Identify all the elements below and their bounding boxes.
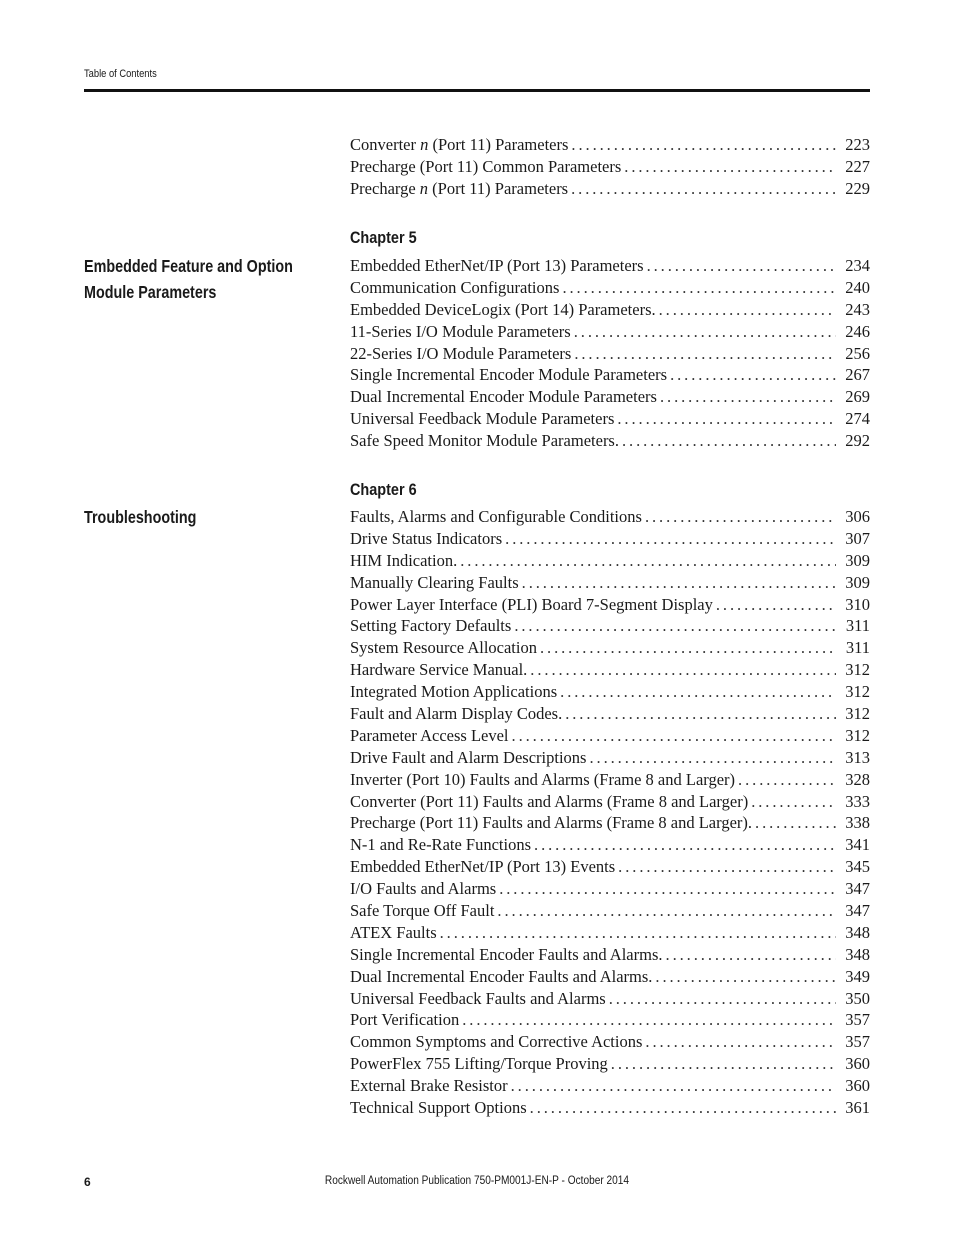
dot-leader (560, 682, 836, 702)
toc-entry[interactable] (350, 682, 870, 704)
dot-leader (655, 967, 836, 987)
dot-leader (659, 300, 836, 320)
toc-entry-title: Universal Feedback Module Parameters (350, 409, 615, 429)
dot-leader (514, 616, 836, 636)
toc-entry-page: 350 (845, 988, 870, 1008)
toc-entry-page: 256 (845, 343, 870, 363)
toc-entry[interactable] (350, 770, 870, 792)
toc-entry-page: 312 (845, 660, 870, 680)
dot-leader (716, 595, 836, 615)
dot-leader (751, 792, 836, 812)
toc-entry-title: Embedded EtherNet/IP (Port 13) Events (350, 857, 616, 877)
chapter-6-section-title: Troubleshooting (84, 507, 197, 527)
chapter-5-label: Chapter 5 (350, 228, 417, 247)
toc-entry-title: Power Layer Interface (PLI) Board 7-Segment Display (350, 594, 713, 614)
footer-page-number: 6 (84, 1175, 91, 1189)
toc-entry-title: Safe Speed Monitor Module Parameters. (350, 431, 619, 451)
toc-entry-page: 309 (845, 572, 870, 592)
toc-entry-title: Single Incremental Encoder Module Parameters (350, 365, 668, 385)
toc-entry-page: 348 (845, 944, 870, 964)
dot-leader (645, 507, 836, 527)
dot-leader (512, 726, 836, 746)
dot-leader (571, 179, 836, 199)
toc-entry-page: 341 (845, 835, 870, 855)
toc-entry-page: 345 (845, 857, 870, 877)
toc-entry[interactable] (350, 278, 870, 300)
toc-entry-page: 246 (845, 321, 870, 341)
dot-leader (589, 748, 836, 768)
dot-leader (511, 1076, 836, 1096)
toc-entry[interactable] (350, 748, 870, 770)
toc-entry[interactable] (350, 945, 870, 967)
toc-entry-page: 357 (845, 1032, 870, 1052)
dot-leader (534, 835, 836, 855)
toc-entry[interactable] (350, 573, 870, 595)
dot-leader (571, 135, 836, 155)
toc-entry-title: Precharge (Port 11) Common Parameters (350, 156, 622, 176)
section-title-line: Embedded Feature and Option (84, 256, 293, 276)
toc-entry[interactable] (350, 256, 870, 278)
toc-entry[interactable] (350, 923, 870, 945)
toc-entry-page: 234 (845, 256, 870, 275)
toc-entry-page: 347 (845, 879, 870, 899)
dot-leader (565, 704, 836, 724)
toc-entry-page: 309 (845, 550, 870, 570)
toc-entry-page: 348 (845, 922, 870, 942)
toc-entry-title: Communication Configurations (350, 277, 560, 297)
dot-leader (611, 1054, 836, 1074)
dot-leader (618, 857, 836, 877)
toc-entry-page: 306 (845, 507, 870, 526)
toc-entry-page: 328 (845, 769, 870, 789)
toc-entry-title: 22-Series I/O Module Parameters (350, 343, 572, 363)
toc-entry[interactable] (350, 431, 870, 453)
dot-leader (622, 431, 836, 451)
toc-entry-title: Precharge (Port 11) Faults and Alarms (Frame 8 and Larger). (350, 813, 753, 833)
toc-entry-page: 338 (845, 813, 870, 833)
toc-entry[interactable] (350, 1098, 870, 1120)
toc-entry-title: Converter n (Port 11) Parameters (350, 135, 569, 154)
chapter-5-toc-list (350, 256, 870, 453)
header-label: Table of Contents (84, 68, 157, 80)
toc-entry-page: 312 (845, 725, 870, 745)
toc-entry-title: Port Verification (350, 1010, 460, 1030)
dot-leader (462, 1010, 836, 1030)
toc-entry[interactable] (350, 529, 870, 551)
dot-leader (505, 529, 836, 549)
dot-leader (624, 157, 836, 177)
toc-entry-title: Inverter (Port 10) Faults and Alarms (Frame 8 and Larger) (350, 769, 736, 789)
toc-continued-list (350, 135, 870, 201)
dot-leader (460, 551, 836, 571)
dot-leader (617, 409, 836, 429)
toc-entry-title: Parameter Access Level (350, 725, 509, 745)
toc-entry[interactable] (350, 300, 870, 322)
toc-entry[interactable] (350, 857, 870, 879)
toc-entry-title: Manually Clearing Faults (350, 572, 519, 592)
toc-entry[interactable] (350, 1032, 870, 1054)
toc-entry[interactable] (350, 157, 870, 179)
toc-entry-title: Safe Torque Off Fault (350, 901, 495, 921)
toc-entry[interactable] (350, 835, 870, 857)
toc-entry-page: 267 (845, 365, 870, 385)
toc-entry[interactable] (350, 660, 870, 682)
toc-entry[interactable] (350, 989, 870, 1011)
toc-entry-title: Setting Factory Defaults (350, 616, 512, 636)
toc-entry-page: 310 (845, 594, 870, 614)
toc-entry[interactable] (350, 551, 870, 573)
toc-entry[interactable] (350, 638, 870, 660)
toc-entry[interactable] (350, 387, 870, 409)
toc-entry-title: Hardware Service Manual. (350, 660, 528, 680)
toc-entry[interactable] (350, 322, 870, 344)
header-rule (84, 89, 870, 92)
dot-leader (499, 879, 836, 899)
toc-entry-page: 311 (845, 638, 870, 658)
toc-entry-page: 292 (845, 431, 870, 451)
toc-entry-page: 313 (845, 747, 870, 767)
dot-leader (666, 945, 836, 965)
toc-entry-title: Precharge n (Port 11) Parameters (350, 178, 569, 198)
toc-entry-title: I/O Faults and Alarms (350, 879, 497, 899)
toc-entry-title: 11-Series I/O Module Parameters (350, 321, 571, 341)
toc-entry-page: 349 (845, 966, 870, 986)
dot-leader (609, 989, 836, 1009)
toc-entry-page: 312 (845, 682, 870, 702)
toc-entry-title: Converter (Port 11) Faults and Alarms (Frame 8 and Larger) (350, 791, 749, 811)
toc-entry-title: Drive Status Indicators (350, 528, 503, 548)
toc-entry[interactable] (350, 344, 870, 366)
toc-entry[interactable] (350, 616, 870, 638)
dot-leader (497, 901, 836, 921)
chapter-6-label: Chapter 6 (350, 480, 417, 499)
toc-entry-page: 347 (845, 901, 870, 921)
toc-entry-title: System Resource Allocation (350, 638, 537, 658)
dot-leader (755, 813, 836, 833)
toc-entry-title: Faults, Alarms and Configurable Conditions (350, 507, 642, 526)
toc-entry-title: ATEX Faults (350, 922, 437, 942)
toc-entry-page: 361 (845, 1098, 870, 1118)
toc-entry-page: 243 (845, 299, 870, 319)
toc-entry-title: Embedded EtherNet/IP (Port 13) Parameters (350, 256, 644, 275)
section-title-line: Module Parameters (84, 282, 217, 302)
toc-entry[interactable] (350, 704, 870, 726)
toc-entry-page: 357 (845, 1010, 870, 1030)
dot-leader (645, 1032, 836, 1052)
toc-entry[interactable] (350, 813, 870, 835)
toc-entry[interactable] (350, 135, 870, 157)
toc-entry-title: Single Incremental Encoder Faults and Alarms. (350, 944, 663, 964)
toc-entry[interactable] (350, 507, 870, 529)
toc-entry[interactable] (350, 365, 870, 387)
dot-leader (530, 1098, 836, 1118)
toc-entry-page: 274 (845, 409, 870, 429)
toc-entry-page: 229 (845, 178, 870, 198)
dot-leader (738, 770, 836, 790)
dot-leader (647, 256, 836, 276)
toc-entry-page: 311 (845, 616, 870, 636)
toc-entry-title: HIM Indication. (350, 550, 458, 570)
toc-entry-title: Dual Incremental Encoder Faults and Alarms. (350, 966, 653, 986)
dot-leader (540, 638, 836, 658)
toc-entry[interactable] (350, 792, 870, 814)
toc-entry-page: 227 (845, 156, 870, 176)
toc-entry[interactable] (350, 409, 870, 431)
dot-leader (670, 365, 836, 385)
toc-entry[interactable] (350, 179, 870, 201)
dot-leader (530, 660, 836, 680)
toc-entry-page: 333 (845, 791, 870, 811)
toc-entry[interactable] (350, 595, 870, 617)
toc-entry-page: 240 (845, 277, 870, 297)
toc-entry[interactable] (350, 1076, 870, 1098)
toc-entry-page: 312 (845, 704, 870, 724)
toc-entry-title: Fault and Alarm Display Codes. (350, 704, 563, 724)
toc-entry[interactable] (350, 901, 870, 923)
toc-entry-page: 223 (845, 135, 870, 154)
toc-entry-title: External Brake Resistor (350, 1076, 508, 1096)
dot-leader (440, 923, 836, 943)
toc-entry-page: 269 (845, 387, 870, 407)
toc-entry-title: Dual Incremental Encoder Module Parameters (350, 387, 657, 407)
toc-entry[interactable] (350, 879, 870, 901)
toc-entry-title: PowerFlex 755 Lifting/Torque Proving (350, 1054, 608, 1074)
toc-entry-page: 360 (845, 1076, 870, 1096)
dot-leader (660, 387, 836, 407)
dot-leader (574, 322, 836, 342)
toc-entry[interactable] (350, 726, 870, 748)
toc-entry-title: N-1 and Re-Rate Functions (350, 835, 532, 855)
toc-entry[interactable] (350, 1010, 870, 1032)
chapter-6-toc-list (350, 507, 870, 1120)
toc-entry[interactable] (350, 967, 870, 989)
toc-entry-title: Common Symptoms and Corrective Actions (350, 1032, 643, 1052)
footer-publication: Rockwell Automation Publication 750-PM001J-EN-P - October 2014 (324, 1175, 630, 1187)
toc-entry-title: Embedded DeviceLogix (Port 14) Parameters. (350, 299, 656, 319)
toc-entry-page: 307 (845, 528, 870, 548)
toc-entry[interactable] (350, 1054, 870, 1076)
dot-leader (574, 344, 836, 364)
dot-leader (522, 573, 836, 593)
chapter-5-section-title (84, 253, 297, 305)
toc-entry-title: Universal Feedback Faults and Alarms (350, 988, 606, 1008)
toc-entry-title: Integrated Motion Applications (350, 682, 558, 702)
toc-entry-title: Drive Fault and Alarm Descriptions (350, 747, 587, 767)
toc-entry-page: 360 (845, 1054, 870, 1074)
dot-leader (562, 278, 836, 298)
toc-entry-title: Technical Support Options (350, 1098, 527, 1118)
